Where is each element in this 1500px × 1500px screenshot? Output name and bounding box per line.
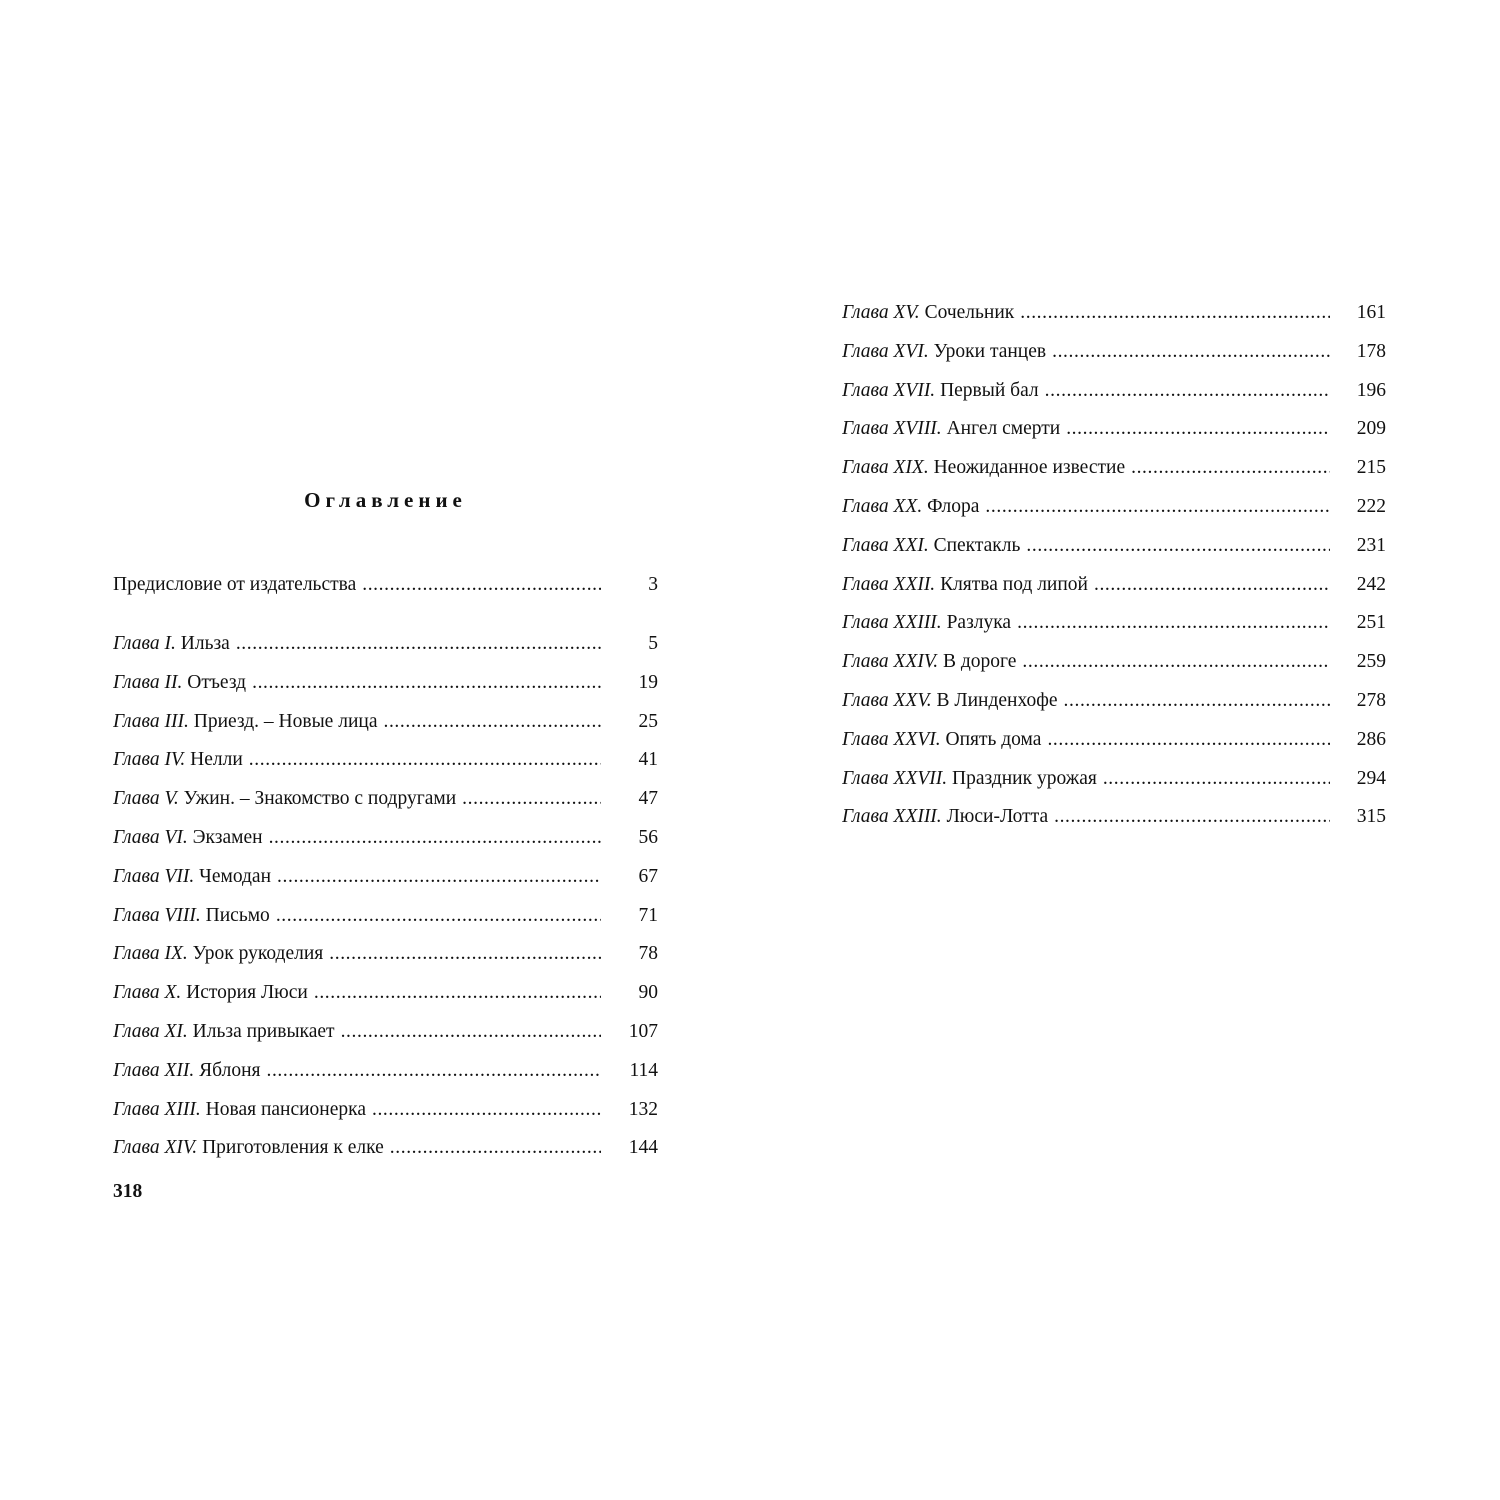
toc-entry-title: Приезд. – Новые лица bbox=[193, 710, 378, 732]
toc-entry-title: Сочельник bbox=[924, 302, 1015, 323]
toc-entry-label bbox=[842, 682, 1330, 721]
toc-chapter-number: Глава XXIII. bbox=[842, 806, 942, 828]
toc-entry-page: 78 bbox=[638, 943, 658, 965]
toc-entry-title: Новая пансионерка bbox=[205, 1098, 366, 1120]
toc-entry-page: 222 bbox=[1356, 495, 1386, 517]
toc-chapter-number: Глава XXVI. bbox=[842, 728, 941, 750]
toc-entry-page: 3 bbox=[648, 574, 658, 595]
toc-entry-title: Праздник урожая bbox=[951, 767, 1097, 789]
toc-entry bbox=[113, 858, 658, 897]
toc-entry-label bbox=[842, 566, 1330, 605]
toc-entry-label bbox=[113, 858, 601, 897]
toc-entry-page: 315 bbox=[1356, 806, 1386, 828]
toc-entry-title: Нелли bbox=[190, 749, 243, 771]
toc-entry-page: 294 bbox=[1356, 767, 1386, 789]
toc-entry-page: 56 bbox=[638, 826, 658, 848]
toc-entry-page: 242 bbox=[1356, 573, 1386, 595]
toc-entry-page: 5 bbox=[648, 633, 658, 654]
toc-entry bbox=[113, 1052, 658, 1091]
toc-entry-title: Отъезд bbox=[187, 671, 247, 693]
toc-entry bbox=[113, 819, 658, 858]
toc-entry-title: Спектакль bbox=[933, 534, 1021, 556]
toc-entry-page: 251 bbox=[1356, 612, 1386, 634]
toc-entry bbox=[842, 566, 1386, 605]
toc-chapter-number: Глава IX. bbox=[113, 943, 188, 965]
toc-chapter-number: Глава XXVII. bbox=[842, 767, 948, 789]
toc-entry-label bbox=[113, 974, 601, 1013]
toc-entry-title: Предисловие от издательства bbox=[113, 574, 357, 595]
toc-chapter-number: Глава II. bbox=[113, 671, 183, 693]
toc-entry bbox=[842, 410, 1386, 449]
toc-entry-title: Экзамен bbox=[192, 826, 263, 848]
toc-entry bbox=[842, 527, 1386, 566]
toc-entry bbox=[113, 780, 658, 819]
toc-left-column bbox=[113, 625, 658, 1168]
toc-entry-page: 25 bbox=[638, 710, 658, 732]
toc-chapter-number: Глава I. bbox=[113, 633, 176, 654]
toc-chapter-number: Глава XX. bbox=[842, 495, 923, 517]
page-number: 318 bbox=[113, 1181, 143, 1202]
toc-entry-page: 278 bbox=[1356, 689, 1386, 711]
toc-chapter-number: Глава III. bbox=[113, 710, 189, 732]
toc-chapter-number: Глава XVI. bbox=[842, 340, 929, 362]
toc-entry bbox=[842, 721, 1386, 760]
toc-chapter-number: Глава XI. bbox=[113, 1020, 188, 1042]
toc-entry-label bbox=[842, 798, 1330, 837]
toc-entry bbox=[842, 682, 1386, 721]
toc-entry-title: Ангел смерти bbox=[946, 418, 1061, 440]
toc-entry bbox=[113, 703, 658, 742]
toc-entry-title: Флора bbox=[927, 495, 980, 517]
toc-entry-title: Приготовления к елке bbox=[202, 1137, 384, 1159]
toc-entry bbox=[113, 741, 658, 780]
toc-entry-label bbox=[842, 760, 1330, 799]
toc-entry bbox=[842, 294, 1386, 333]
toc-entry-label bbox=[113, 625, 601, 664]
toc-entry-page: 107 bbox=[628, 1020, 658, 1042]
toc-chapter-number: Глава XXIII. bbox=[842, 612, 942, 634]
toc-chapter-number: Глава XVIII. bbox=[842, 418, 942, 440]
toc-entry-title: Разлука bbox=[946, 612, 1012, 634]
toc-entry-label bbox=[842, 643, 1330, 682]
toc-chapter-number: Глава XIV. bbox=[113, 1137, 198, 1159]
toc-entry-title: Ужин. – Знакомство с подругами bbox=[183, 788, 457, 810]
toc-chapter-number: Глава X. bbox=[113, 982, 182, 1004]
toc-entry bbox=[842, 798, 1386, 837]
toc-entry-label bbox=[842, 721, 1330, 760]
toc-chapter-number: Глава VIII. bbox=[113, 904, 201, 926]
toc-entry bbox=[842, 372, 1386, 411]
toc-entry-label bbox=[113, 1091, 601, 1130]
toc-entry-title: Первый бал bbox=[940, 379, 1039, 401]
toc-entry-preface bbox=[113, 566, 658, 605]
toc-entry bbox=[113, 1013, 658, 1052]
toc-entry-title: История Люси bbox=[186, 982, 308, 1004]
toc-chapter-number: Глава VII. bbox=[113, 865, 195, 887]
toc-entry bbox=[113, 897, 658, 936]
toc-entry bbox=[113, 1129, 658, 1168]
toc-entry-label bbox=[113, 1013, 601, 1052]
toc-chapter-number: Глава V. bbox=[113, 788, 179, 810]
toc-entry-title: Люси-Лотта bbox=[946, 806, 1049, 828]
toc-entry-page: 215 bbox=[1356, 457, 1386, 479]
toc-chapter-number: Глава XII. bbox=[113, 1059, 195, 1081]
toc-entry-title: Яблоня bbox=[199, 1059, 261, 1081]
toc-entry-page: 71 bbox=[638, 904, 658, 926]
toc-entry-page: 196 bbox=[1356, 379, 1386, 401]
toc-entry-page: 259 bbox=[1356, 651, 1386, 673]
toc-entry bbox=[113, 935, 658, 974]
toc-entry-title: Клятва под липой bbox=[940, 573, 1088, 595]
toc-entry-page: 178 bbox=[1356, 340, 1386, 362]
toc-chapter-number: Глава XV. bbox=[842, 302, 920, 323]
toc-chapter-number: Глава XXV. bbox=[842, 689, 932, 711]
toc-entry-label bbox=[113, 780, 601, 819]
toc-entry bbox=[842, 760, 1386, 799]
toc-chapter-number: Глава XVII. bbox=[842, 379, 936, 401]
toc-entry-page: 19 bbox=[638, 671, 658, 693]
toc-entry-page: 47 bbox=[638, 788, 658, 810]
toc-entry-label bbox=[842, 449, 1330, 488]
toc-entry-title: Неожиданное известие bbox=[933, 457, 1126, 479]
toc-entry-label bbox=[842, 294, 1330, 333]
toc-chapter-number: Глава XIII. bbox=[113, 1098, 201, 1120]
toc-entry bbox=[842, 488, 1386, 527]
toc-entry-page: 132 bbox=[628, 1098, 658, 1120]
toc-chapter-number: Глава XXI. bbox=[842, 534, 929, 556]
toc-entry-page: 161 bbox=[1356, 302, 1386, 323]
toc-title: Оглавление bbox=[304, 488, 467, 512]
toc-entry-label bbox=[113, 664, 601, 703]
toc-entry-page: 41 bbox=[638, 749, 658, 771]
toc-entry-label bbox=[113, 566, 601, 605]
toc-entry-title: Уроки танцев bbox=[933, 340, 1047, 362]
toc-entry-page: 114 bbox=[629, 1059, 658, 1081]
toc-entry bbox=[113, 664, 658, 703]
toc-entry-label bbox=[842, 604, 1330, 643]
toc-entry-title: Ильза bbox=[180, 633, 230, 654]
toc-entry-title: В дороге bbox=[942, 651, 1017, 673]
toc-chapter-number: Глава IV. bbox=[113, 749, 186, 771]
toc-preface-block bbox=[113, 566, 658, 605]
toc-entry-page: 231 bbox=[1356, 534, 1386, 556]
toc-chapter-number: Глава VI. bbox=[113, 826, 188, 848]
toc-entry-title: Чемодан bbox=[199, 865, 272, 887]
toc-entry-title: Ильза привыкает bbox=[192, 1020, 335, 1042]
toc-entry-label bbox=[842, 372, 1330, 411]
toc-entry-label bbox=[113, 1052, 601, 1091]
toc-right-column bbox=[842, 294, 1386, 837]
toc-entry-title: Урок рукоделия bbox=[192, 943, 324, 965]
toc-chapter-number: Глава XIX. bbox=[842, 457, 929, 479]
toc-entry-page: 67 bbox=[638, 865, 658, 887]
toc-entry-label bbox=[842, 410, 1330, 449]
toc-entry-title: В Линденхофе bbox=[936, 689, 1058, 711]
toc-entry-title: Письмо bbox=[205, 904, 270, 926]
toc-entry bbox=[842, 333, 1386, 372]
toc-chapter-number: Глава XXIV. bbox=[842, 651, 939, 673]
toc-entry-label bbox=[842, 488, 1330, 527]
toc-entry-title: Опять дома bbox=[945, 728, 1042, 750]
toc-entry-page: 286 bbox=[1356, 728, 1386, 750]
toc-entry bbox=[842, 604, 1386, 643]
toc-entry-page: 144 bbox=[628, 1137, 658, 1159]
toc-entry bbox=[113, 625, 658, 664]
toc-entry bbox=[842, 643, 1386, 682]
toc-entry-page: 90 bbox=[638, 982, 658, 1004]
toc-chapter-number: Глава XXII. bbox=[842, 573, 936, 595]
toc-entry-label bbox=[113, 897, 601, 936]
toc-entry bbox=[113, 974, 658, 1013]
toc-entry-page: 209 bbox=[1356, 418, 1386, 440]
toc-entry-label bbox=[113, 819, 601, 858]
toc-entry-label bbox=[842, 333, 1330, 372]
toc-entry bbox=[113, 1091, 658, 1130]
toc-entry-label bbox=[842, 527, 1330, 566]
toc-entry-label bbox=[113, 703, 601, 742]
toc-entry-label bbox=[113, 741, 601, 780]
toc-entry bbox=[842, 449, 1386, 488]
toc-entry-label bbox=[113, 935, 601, 974]
toc-entry-label bbox=[113, 1129, 601, 1168]
